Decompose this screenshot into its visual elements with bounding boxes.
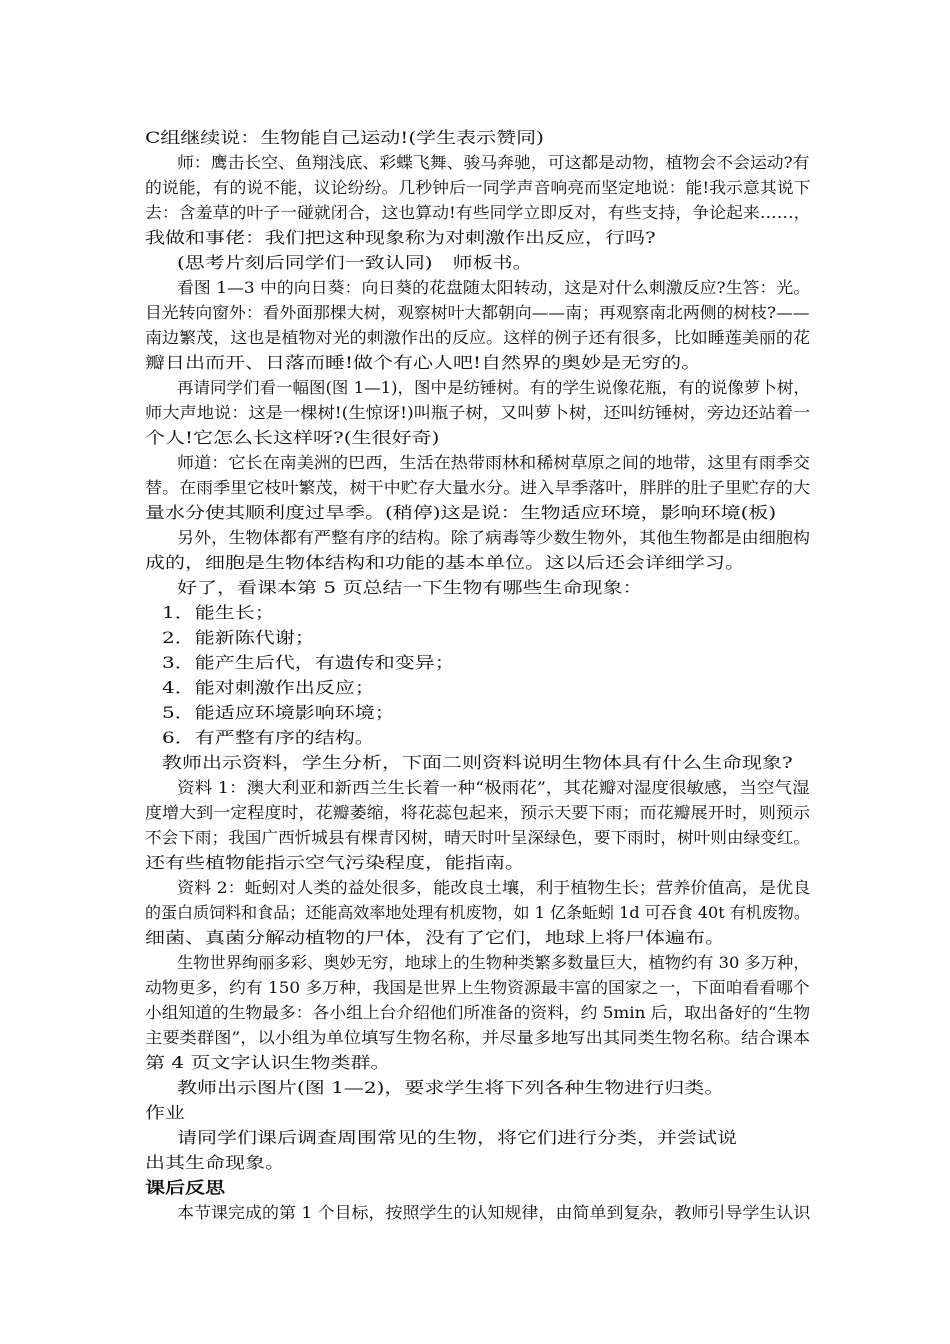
text-line: 细菌、真菌分解动植物的尸体，没有了它们，地球上将尸体遍布。 <box>145 928 726 947</box>
section-heading: 作业 <box>145 1103 186 1122</box>
text-line: 替。在雨季里它枝叶繁茂，树干中贮存大量水分。进入旱季落叶，胖胖的肚子里贮存的大 <box>145 478 811 497</box>
text-line: 资料 1：澳大利亚和新西兰生长着一种“极雨花”，其花瓣对湿度很敏感，当空气湿 <box>177 778 810 797</box>
text-line: 生物世界绚丽多彩、奥妙无穷，地球上的生物种类繁多数量巨大，植物约有 30 多万种， <box>177 953 810 972</box>
text-line: 第 4 页文字认识生物类群。 <box>145 1053 391 1072</box>
text-line: 我做和事佬：我们把这种现象称为对刺激作出反应，行吗? <box>145 228 656 247</box>
text-line: 再请同学们看一幅图(图 1—1)，图中是纺锤树。有的学生说像花瓶，有的说像萝卜树， <box>177 378 810 397</box>
text-line: 教师出示资料，学生分析，下面二则资料说明生物体具有什么生命现象? <box>162 753 793 772</box>
text-line: 另外，生物体都有严整有序的结构。除了病毒等少数生物外，其他生物都是由细胞构 <box>177 528 811 547</box>
text-line: 目光转向窗外：看外面那棵大树，观察树叶大都朝向——南；再观察南北两侧的树枝?—— <box>145 303 810 322</box>
list-item: 6．有严整有序的结构。 <box>162 728 375 747</box>
text-line: 请同学们课后调查周围常见的生物，将它们进行分类，并尝试说 <box>177 1128 738 1147</box>
text-line: 出其生命现象。 <box>145 1153 286 1172</box>
text-line: 个人!它怎么长这样呀?(生很好奇) <box>145 428 440 447</box>
text-line: 成的，细胞是生物体结构和功能的基本单位。这以后还会详细学习。 <box>145 553 746 572</box>
text-line: 资料 2：蚯蚓对人类的益处很多，能改良土壤，利于植物生长；营养价值高，是优良 <box>177 878 811 897</box>
text-line: 教师出示图片(图 1—2)，要求学生将下列各种生物进行归类。 <box>177 1078 725 1097</box>
text-line: (思考片刻后同学们一致认同) 师板书。 <box>177 253 533 272</box>
text-line: 本节课完成的第 1 个目标，按照学生的认知规律，由简单到复杂，教师引导学生认识 <box>177 1203 811 1222</box>
list-item: 3．能产生后代，有遗传和变异； <box>162 653 455 672</box>
list-item: 1．能生长； <box>162 603 275 622</box>
list-item: 2．能新陈代谢； <box>162 628 315 647</box>
text-line: 师：鹰击长空、鱼翔浅底、彩蝶飞舞、骏马奔驰，可这都是动物，植物会不会运动?有 <box>177 153 810 172</box>
text-line: 的说能，有的说不能，议论纷纷。几秒钟后一同学声音响亮而坚定地说：能!我示意其说下 <box>145 178 811 197</box>
text-line: C组继续说：生物能自己运动!(学生表示赞同) <box>145 128 544 147</box>
text-line: 不会下雨；我国广西忻城县有棵青冈树，晴天时叶呈深绿色，要下雨时，树叶则由绿变红。 <box>145 828 811 847</box>
list-item: 4．能对刺激作出反应； <box>162 678 375 697</box>
text-line: 量水分使其顺利度过旱季。(稍停)这是说：生物适应环境，影响环境(板) <box>145 503 777 522</box>
text-line: 瓣日出而开、日落而睡!做个有心人吧!自然界的奥妙是无穷的。 <box>145 353 702 372</box>
text-line: 主要类群图”，以小组为单位填写生物名称，并尽量多地写出其同类生物名称。结合课本 <box>145 1028 811 1047</box>
text-line: 看图 1—3 中的向日葵：向日葵的花盘随太阳转动，这是对什么刺激反应?生答：光。 <box>177 278 811 297</box>
text-line: 动物更多，约有 150 多万种，我国是世界上生物资源最丰富的国家之一，下面咱看看哪个 <box>145 978 810 997</box>
text-line: 小组知道的生物最多：各小组上台介绍他们所准备的资料，约 5min 后，取出备好的“生物 <box>145 1003 811 1022</box>
text-line: 南边繁茂，这也是植物对光的刺激作出的反应。这样的例子还有很多，比如睡莲美丽的花 <box>145 328 811 347</box>
text-line: 的蛋白质饲料和食品；还能高效率地处理有机废物，如 1 亿条蚯蚓 1d 可吞食 40t 有机废物。 <box>145 903 810 922</box>
text-line: 好了，看课本第 5 页总结一下生物有哪些生命现象： <box>177 578 643 597</box>
list-item: 5．能适应环境影响环境； <box>162 703 395 722</box>
text-line: 师大声地说：这是一棵树!(生惊讶!)叫瓶子树，又叫萝卜树，还叫纺锤树，旁边还站着一 <box>145 403 811 422</box>
text-line: 度增大到一定程度时，花瓣萎缩，将花蕊包起来，预示天要下雨；而花瓣展开时，则预示 <box>145 803 811 822</box>
section-heading-bold: 课后反思 <box>145 1178 226 1197</box>
text-line: 去：含羞草的叶子一碰就闭合，这也算动!有些同学立即反对，有些支持，争论起来……， <box>145 203 811 222</box>
text-line: 师道：它长在南美洲的巴西，生活在热带雨林和稀树草原之间的地带，这里有雨季交 <box>177 453 811 472</box>
text-line: 还有些植物能指示空气污染程度，能指南。 <box>145 853 526 872</box>
